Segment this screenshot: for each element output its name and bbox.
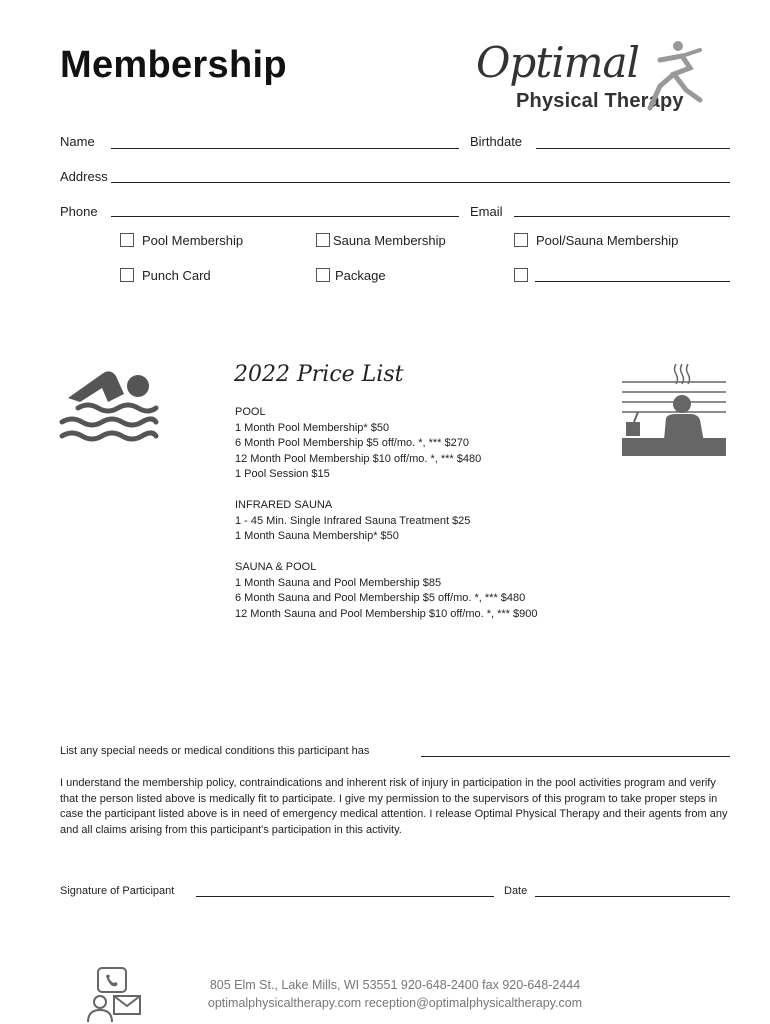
pool-sauna-membership-label: Pool/Sauna Membership <box>536 233 679 248</box>
phone-field[interactable] <box>111 216 459 217</box>
waiver-text: I understand the membership policy, contraindications and inherent risk of injury in participation in the pool activities program and verify that the person listed above is medically fit to participate. I give my permission to the supervisors of this program to take proper steps in case the participant listed above is in need of emergency medical attention. I release Optimal Physical Therapy and their agents from any and all claims arising from this participant's participation in this activity. <box>60 777 728 836</box>
sauna-membership-label: Sauna Membership <box>333 233 446 248</box>
price-item: 1 - 45 Min. Single Infrared Sauna Treatment $25 <box>235 514 471 527</box>
birthdate-label: Birthdate <box>470 134 523 149</box>
sauna-icon <box>620 360 728 460</box>
name-label: Name <box>60 134 95 149</box>
pool-membership-label: Pool Membership <box>142 233 244 248</box>
company-logo <box>470 38 730 120</box>
special-needs-field[interactable] <box>421 756 730 757</box>
logo-script-text: Optimal <box>476 38 639 87</box>
sauna-pool-price-section <box>235 560 538 622</box>
email-field[interactable] <box>514 216 730 217</box>
punch-card-label: Punch Card <box>142 268 211 283</box>
sauna-membership-checkbox[interactable] <box>316 233 330 247</box>
price-item: 12 Month Sauna and Pool Membership $10 off/mo. *, *** $900 <box>235 607 538 620</box>
sauna-price-section <box>235 498 470 545</box>
contact-icon <box>84 966 144 1024</box>
name-field[interactable] <box>111 148 459 149</box>
price-item: 6 Month Sauna and Pool Membership $5 off/mo. *, *** $480 <box>235 592 526 604</box>
signature-field[interactable] <box>196 896 494 897</box>
price-item: 1 Month Pool Membership* $50 <box>235 421 390 434</box>
package-label: Package <box>335 268 386 283</box>
runner-logo-icon <box>630 38 710 120</box>
price-item: 1 Month Sauna and Pool Membership $85 <box>235 576 442 589</box>
page-title: Membership <box>60 44 287 86</box>
price-item: 1 Pool Session $15 <box>235 468 330 480</box>
logo-subtitle: Physical Therapy <box>516 90 684 112</box>
price-item: 1 Month Sauna Membership* $50 <box>235 530 399 542</box>
swimmer-icon <box>58 362 160 448</box>
other-option-field[interactable] <box>535 281 730 282</box>
pool-sauna-membership-checkbox[interactable] <box>514 233 528 247</box>
phone-label: Phone <box>60 204 98 219</box>
date-label: Date <box>504 885 528 897</box>
price-item: 6 Month Pool Membership $5 off/mo. *, *** $270 <box>235 437 469 449</box>
other-option-checkbox[interactable] <box>514 268 528 282</box>
package-checkbox[interactable] <box>316 268 330 282</box>
address-label: Address <box>60 169 108 184</box>
sauna-heading: INFRARED SAUNA <box>235 499 333 511</box>
address-field[interactable] <box>111 182 730 183</box>
footer-address: 805 Elm St., Lake Mills, WI 53551 920-648-2400 fax 920-648-2444 <box>209 978 581 992</box>
pool-membership-checkbox[interactable] <box>120 233 134 247</box>
special-needs-label: List any special needs or medical conditions this participant has <box>60 745 370 757</box>
signature-label: Signature of Participant <box>60 885 175 897</box>
date-field[interactable] <box>535 896 730 897</box>
birthdate-field[interactable] <box>536 148 730 149</box>
sauna-pool-heading: SAUNA & POOL <box>235 561 317 573</box>
email-label: Email <box>470 204 503 219</box>
price-list-title: 2022 Price List <box>234 362 404 387</box>
pool-heading: POOL <box>235 406 266 418</box>
footer-contact: optimalphysicaltherapy.com reception@optimalphysicaltherapy.com <box>207 996 583 1010</box>
punch-card-checkbox[interactable] <box>120 268 134 282</box>
price-item: 12 Month Pool Membership $10 off/mo. *, *** $480 <box>235 452 482 465</box>
pool-price-section <box>235 405 481 483</box>
